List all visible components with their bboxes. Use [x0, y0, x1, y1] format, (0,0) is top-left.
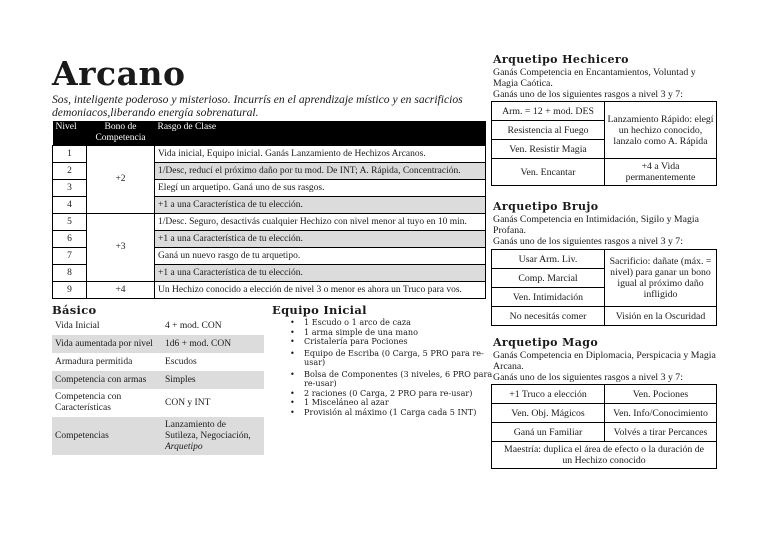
- trait-cell: Volvés a tirar Percances: [605, 423, 717, 442]
- trait-cell: Arm. = 12 + mod. DES: [492, 102, 605, 121]
- basic-key: Vida aumentada por nivel: [52, 335, 162, 353]
- archetype-choose: Ganás uno de los siguientes rasgos a nivel 3 y 7:: [493, 372, 683, 383]
- archetype-table: [491, 101, 717, 186]
- archetype-description: [493, 350, 723, 383]
- trait-cell: Usar Arm. Liv.: [492, 250, 605, 269]
- trait-cell: Comp. Marcial: [492, 269, 605, 288]
- basic-key: Armadura permitida: [55, 356, 133, 367]
- level-cell: 1: [53, 146, 87, 163]
- table-row: [53, 146, 486, 163]
- basic-value-italic: Arquetipo: [165, 441, 203, 452]
- basic-key: Vida Inicial: [55, 320, 100, 331]
- trait-cell: Ven. Pociones: [605, 385, 717, 404]
- table-row: [52, 353, 264, 371]
- feature-cell: Un Hechizo conocido a elección de nivel 3 o menor es ahora un Truco para vos.: [155, 282, 486, 299]
- basic-value: Simples: [162, 371, 264, 389]
- basic-value: 4 + mod. CON: [165, 320, 222, 331]
- trait-cell: Ven. Obj. Mágicos: [492, 404, 605, 423]
- feature-cell: Ganá un nuevo rasgo de tu arquetipo.: [155, 248, 486, 265]
- trait-cell: Visión en la Oscuridad: [605, 307, 717, 326]
- feature-cell: +1 a una Característica de tu elección.: [155, 197, 486, 214]
- class-description: Sos, inteligente poderoso y misterioso. Incurrís en el aprendizaje místico y en sacrificios demoniacos,liberando energía sobrenatural.: [52, 93, 463, 119]
- archetype-competence: Ganás Competencia en Encantamientos, Voluntad y Magia Caótica.: [493, 67, 696, 89]
- basic-key: Competencias: [52, 417, 162, 455]
- basic-value: 1d6 + mod. CON: [162, 335, 264, 353]
- trait-cell: Lanzamiento Rápido: elegí un hechizo conocido, lanzalo como A. Rápida: [605, 102, 717, 159]
- archetype-title: Arquetipo Brujo: [493, 200, 599, 213]
- basic-value-text: Lanzamiento de Sutileza, Negociación,: [165, 419, 251, 441]
- feature-cell: +1 a una Característica de tu elección.: [155, 231, 486, 248]
- level-cell: 7: [53, 248, 87, 265]
- table-row: [492, 102, 717, 121]
- page-title: Arcano: [52, 54, 186, 93]
- table-row: [492, 307, 717, 326]
- table-row: [492, 442, 717, 469]
- table-row: [52, 317, 264, 335]
- basic-key: Competencia con Características: [55, 392, 122, 413]
- table-row: [492, 404, 717, 423]
- level-cell: 6: [53, 231, 87, 248]
- header-bono: Bono de Competencia: [87, 121, 155, 146]
- table-row: [492, 250, 717, 269]
- table-row: [52, 389, 264, 417]
- archetype-competence: Ganás Competencia en Intimidación, Sigilo y Magia Profana.: [493, 214, 699, 236]
- header-nivel: Nivel: [53, 121, 87, 146]
- archetype-competence: Ganás Competencia en Diplomacia, Perspicacia y Magia Arcana.: [493, 350, 716, 372]
- table-row: [53, 282, 486, 299]
- trait-cell: Ven. Info/Conocimiento: [605, 404, 717, 423]
- bonus-cell: +4: [87, 282, 155, 299]
- table-row: [52, 417, 264, 455]
- trait-cell: Resistencia al Fuego: [492, 121, 605, 140]
- table-row: [52, 371, 264, 389]
- equipment-list: [287, 318, 504, 417]
- archetype-table: [491, 384, 717, 469]
- list-item: • Bolsa de Componentes (3 niveles, 6 PRO para re-usar): [304, 370, 504, 389]
- archetype-choose: Ganás uno de los siguientes rasgos a nivel 3 y 7:: [493, 89, 683, 100]
- list-item: • 1 arma simple de una mano: [304, 328, 504, 338]
- basic-value: [162, 417, 264, 455]
- archetype-table: [491, 249, 717, 326]
- basic-heading: Básico: [52, 303, 97, 317]
- feature-cell: Vida inicial, Equipo inicial. Ganás Lanzamiento de Hechizos Arcanos.: [155, 146, 486, 163]
- feature-cell: Elegí un arquetipo. Ganá uno de sus rasgos.: [155, 180, 486, 197]
- feature-cell: 1/Desc. Seguro, desactivás cualquier Hechizo con nivel menor al tuyo en 10 min.: [155, 214, 486, 231]
- level-table: [52, 121, 486, 299]
- trait-cell: +1 Truco a elección: [492, 385, 605, 404]
- trait-cell: Ven. Encantar: [492, 159, 605, 186]
- archetype-choose: Ganás uno de los siguientes rasgos a nivel 3 y 7:: [493, 236, 683, 247]
- list-item: • Provisión al máximo (1 Carga cada 5 INT): [304, 408, 504, 418]
- bonus-cell: +2: [87, 146, 155, 214]
- archetype-description: [493, 214, 723, 247]
- table-row: [492, 159, 717, 186]
- level-cell: 2: [53, 163, 87, 180]
- trait-cell: Ven. Intimidación: [492, 288, 605, 307]
- level-table-header: [53, 121, 486, 146]
- equipment-heading: Equipo Inicial: [272, 303, 367, 317]
- feature-cell: 1/Desc, reducí el próximo daño por tu mod. De INT; A. Rápida, Concentración.: [155, 163, 486, 180]
- list-item: • Cristalería para Pociones: [304, 337, 504, 347]
- trait-cell: Maestría: duplica el área de efecto o la duración de un Hechizo conocido: [492, 442, 717, 469]
- basic-table: [52, 317, 264, 455]
- list-item: • 1 Escudo o 1 arco de caza: [304, 318, 504, 328]
- trait-cell: No necesitás comer: [492, 307, 605, 326]
- archetype-title: Arquetipo Hechicero: [493, 53, 629, 66]
- level-cell: 9: [53, 282, 87, 299]
- trait-cell: Ven. Resistir Magia: [492, 140, 605, 159]
- feature-cell: +1 a una Característica de tu elección.: [155, 265, 486, 282]
- header-rasgo: Rasgo de Clase: [155, 121, 486, 146]
- trait-cell: Ganá un Familiar: [492, 423, 605, 442]
- table-row: [492, 423, 717, 442]
- archetype-title: Arquetipo Mago: [493, 336, 599, 349]
- list-item: • Equipo de Escriba (0 Carga, 5 PRO para re-usar): [304, 349, 504, 368]
- level-cell: 5: [53, 214, 87, 231]
- list-item: • 2 raciones (0 Carga, 2 PRO para re-usar): [304, 389, 504, 399]
- trait-cell: +4 a Vida permanentemente: [605, 159, 717, 186]
- table-row: [492, 385, 717, 404]
- basic-value: Escudos: [165, 356, 197, 367]
- level-cell: 3: [53, 180, 87, 197]
- level-cell: 8: [53, 265, 87, 282]
- bonus-cell: +3: [87, 214, 155, 282]
- trait-cell: Sacrificio: dañate (máx. = nivel) para ganar un bono igual al próximo daño infligido: [605, 250, 717, 307]
- archetype-description: [493, 67, 723, 100]
- table-row: [53, 214, 486, 231]
- list-item: • 1 Misceláneo al azar: [304, 398, 504, 408]
- basic-value: CON y INT: [165, 397, 211, 408]
- basic-key: Competencia con armas: [52, 371, 162, 389]
- level-cell: 4: [53, 197, 87, 214]
- table-row: [52, 335, 264, 353]
